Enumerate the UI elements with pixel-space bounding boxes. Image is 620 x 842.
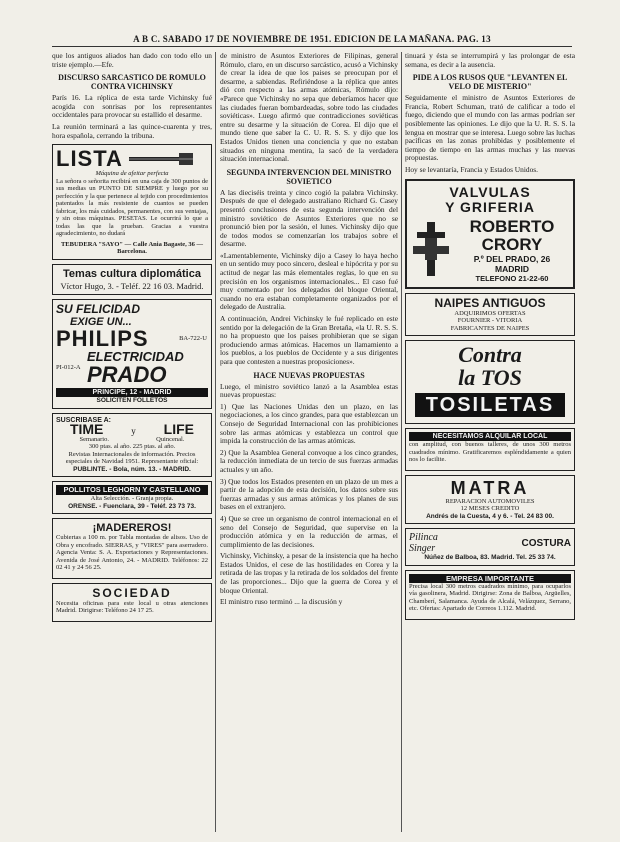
and-word: y	[131, 426, 136, 437]
costura-ad	[405, 528, 575, 566]
empresa-title: EMPRESA IMPORTANTE	[409, 574, 571, 583]
costura-address: Núñez de Balboa, 83. Madrid. Tel. 25 33 74.	[424, 554, 556, 562]
philips-line1: SU FELICIDAD	[56, 301, 140, 316]
life-title: LIFE	[163, 421, 195, 438]
article-text: tinuará y ésta se interrumpirá y las prolongar de esta semana, es decir a la ausencia.	[405, 52, 575, 69]
article-text: París 16. La réplica de esta tarde Vichinsky fué acogida con sonrisas por los representantes occidentales para provocar su estallido el desarme.	[52, 93, 212, 120]
article-text: A las dieciséis treinta y cinco cogió la palabra Vichinsky. Después de que el delegado australiano Richard G. Casey presentó conclusiones de esta segunda intervención del ministro soviético de Asuntos Exteriores que no se pronunció bien por la sesión, el lunes. Vichinsky dijo que de todos modos se comenzarían los trabajos sobre el desarme.	[220, 187, 398, 249]
prado-brand: PRADO	[87, 361, 167, 387]
subscribe-label: SUSCRIBASE A:	[56, 416, 111, 424]
madereros-ad	[52, 518, 212, 579]
article-headline: DISCURSO SARCASTICO DE ROMULO CONTRA VICHINSKY	[58, 73, 206, 92]
tosiletas-ad	[405, 340, 575, 424]
matra-ad	[405, 475, 575, 525]
philips-model-left: PI-012-A	[56, 363, 81, 371]
naipes-l1: ADQUIRIMOS OFERTAS	[454, 309, 526, 317]
subscribe-prices: 300 ptas. al año. 225 ptas. al año.	[88, 443, 176, 451]
valvulas-address: P.º DEL PRADO, 26	[473, 253, 551, 264]
column-separator	[401, 52, 402, 832]
empresa-text: Precisa local 300 metros cuadrados mínimo, para ocuparlos vía gasolinera, Madrid. Dirigirse: Zona de Balboa, Argüelles, Chamberí, Salamanca. Ayuda de Alcalá, Velázquez, Serrano, etc. Ofertas: Apartado de Correos 1.112. Madrid.	[409, 582, 571, 613]
article-text: que los antiguos aliados han dado con todo ello un triste ejemplo.—Efe.	[52, 52, 212, 69]
article-text: 3) Que todos los Estados presenten en un plazo de un mes a partir de la adopción de esta decisión, los datos sobre sus fuerzas armadas y sus armas atómicas y los planes de sus bases en el extranjero.	[220, 476, 398, 512]
sociedad-ad	[52, 583, 212, 622]
local-ad	[405, 428, 575, 471]
valvulas-tel: TELEFONO 21-22-60	[475, 273, 549, 283]
local-title: NECESITAMOS ALQUILAR LOCAL	[409, 432, 571, 441]
matra-l1: REPARACION AUTOMOVILES	[445, 497, 535, 505]
prado-folletos: SOLICITEN FOLLETOS	[96, 396, 168, 404]
valvulas-l1: VALVULAS	[449, 183, 531, 200]
naipes-title: NAIPES ANTIGUOS	[434, 295, 546, 310]
column-separator	[215, 52, 216, 832]
philips-line2: EXIGE UN...	[70, 315, 132, 328]
article-headline: PIDE A LOS RUSOS QUE "LEVANTEN EL VELO DE MISTERIO"	[412, 73, 568, 92]
tos-line1: Contra	[458, 342, 522, 368]
lista-tagline: Máquina de afeitar perfecta	[95, 170, 169, 178]
philips-brand: PHILIPS	[56, 325, 149, 351]
faucet-illustration	[411, 222, 451, 278]
pollitos-sub: Alta Selección. - Granja propia.	[90, 495, 174, 503]
article-text: Vichinsky, Vichinsky, a pesar de la insistencia que ha hecho Estados Unidos, el cese de las hostilidades en Corea y la retirada de las tropas y la retirada de los soldados del frente de las proporciones... Dijo que la guerra de Corea y el bloque Oriental.	[220, 551, 398, 595]
valvulas-ad	[405, 179, 575, 289]
philips-ad	[52, 299, 212, 409]
prado-elec: ELECTRICIDAD	[87, 348, 184, 364]
local-text: con amplitud, con buenos talleres, de unos 300 metros cuadrados mínimo. Gratificaremos espléndidamente a quien nos lo facilite.	[409, 441, 571, 464]
column-3	[405, 52, 575, 836]
subscription-ad	[52, 413, 212, 478]
article-text: Seguidamente el ministro de Asuntos Exteriores de Francia, Robert Schuman, trató de calificar a todo el fuego, diciendo que el mundo con las armas podrían ser posiblemente las opiniones. Le dijo que la U. R. S. S. la lengua en mostrar que se interesa. Luego sobre las luchas pacíficas en las zonas prohibidas y posiblemente el tiempo de tiempo en las armas muchas y las nuevas propuestas.	[405, 93, 575, 163]
subscribe-more: Revistas Internacionales de información. Precios especiales de Navidad 1951. Representante oficial:	[65, 450, 199, 466]
madereros-text: Cubiertas a 100 m. por Tabla montadas de alisos. Uso de Obra y encofrado. SIERRAS, y "VIRES" para aserradero. Agencia Venta: S. A. Exportaciones y Representaciones. Avenida de José Antonio, 24. - MADRID. Teléfonos: 22 02 41 y 24 56 25.	[56, 534, 208, 572]
philips-model-right: BA-722-U	[179, 334, 207, 342]
article-text: Hoy se levantaría, Francia y Estados Unidos.	[405, 164, 538, 174]
matra-l2: 12 MESES CREDITO	[460, 505, 520, 513]
madereros-title: ¡MADEREROS!	[92, 522, 172, 535]
costura-title: COSTURA	[521, 537, 571, 549]
valvulas-l2: Y GRIFERIA	[445, 198, 535, 215]
article-text: de ministro de Asuntos Exteriores de Filipinas, general Rómulo, claro, en un discurso sarcástico, acusó a Vichinsky de crear la idea de que los paises se preocupan por el desarme, a sabiendas. Refiriéndose a la réplica que antes dió con respecto a las armas atómicas, Rómulo dijo: «Parece que Vichinsky no sepa que deberíamos hacer que las ciudades fueran bombardeadas, sobre todo las ciudades soviéticas». Luego afirmó que contradicciones soviéticas entre su desarme y la situación de Corea. El dijo que el mundo tiene que saber la C. U. R. S. S. y dijo que los Estados Unidos tienen una conciencia y que no estaban situados en ninguna mentira, la sacó de la verdadera situación internacional.	[220, 52, 398, 164]
page-header: A B C. SABADO 17 DE NOVIEMBRE DE 1951. EDICION DE LA MAÑANA. PAG. 13	[52, 34, 572, 47]
temas-address: Víctor Hugo, 3. - Teléf. 22 16 03. Madrid.	[60, 280, 204, 291]
article-text: Luego, el ministro soviético lanzó a la Asamblea estas nuevas propuestas:	[220, 381, 398, 400]
lista-address: TEBUDERA "SAYO" — Calle Ania Bagaste, 36 — Barcelona.	[60, 240, 204, 256]
matra-address: Andrés de la Cuesta, 4 y 6. - Tel. 24 83 00.	[426, 512, 554, 520]
pollitos-ad	[52, 481, 212, 514]
lista-ad	[52, 144, 212, 260]
sociedad-text: Necesita oficinas para este local u otras atenciones Madrid. Dirigirse: Teléfono 24 17 25.	[56, 599, 208, 615]
article-headline: SEGUNDA INTERVENCION DEL MINISTRO SOVIETICO	[226, 167, 392, 186]
column-1	[52, 52, 212, 836]
tos-line2: la TOS	[458, 365, 522, 391]
valvulas-city: MADRID	[495, 263, 529, 274]
lista-text: La señora o señorita recibirá en una caja de 300 puntos de sus medias un PUNTO DE SIEMPRE y luego por su perfección y la que pertenece al tejido con procedimientos patentados la más resistente de cuantos se pueden fabricar, los más cuidados, permanentes, con sus ventajas, y sin otras máquinas. PESETAS. Le ocurrirá lo que a todas las que la prueban. Gracias a vuestra agradecimiento, no dudará	[56, 177, 208, 238]
matra-brand: MATRA	[450, 477, 530, 498]
article-text: El ministro ruso terminó ... la discusión y	[220, 597, 343, 607]
valvulas-brand2: CRORY	[481, 234, 543, 254]
temas-ad	[52, 264, 212, 295]
naipes-ad	[405, 293, 575, 337]
sociedad-title: SOCIEDAD	[92, 585, 172, 600]
lista-brand: LISTA	[56, 146, 123, 172]
razor-illustration	[127, 150, 197, 168]
article-text: 2) Que la Asamblea General convoque a los cinco grandes, la reducción inmediata de un tercio de sus fuerzas armadas actuales y un año.	[220, 447, 398, 474]
column-2	[220, 52, 398, 836]
article-text: «Lamentablemente, Vichinsky dijo a Casey lo haya hecho en un sentido muy poco sincero, desleal e hipócrita y por su actitud de negar las más elementales reglas, lo que en su precisión en los organismos internacionales... El caso fué muy comentado por los delegados del bloque Oriental, cuando no era estaban completamente organizados por el delegado de Australia.	[220, 250, 398, 312]
valvulas-brand: ROBERTO	[469, 216, 555, 236]
tos-brand: TOSILETAS	[415, 393, 565, 417]
pollitos-address: ORENSE. - Fuenclara, 39 - Teléf. 23 73 73.	[68, 502, 196, 510]
naipes-l3: FABRICANTES DE NAIPES	[450, 324, 530, 332]
article-text: A continuación, Andrei Vichinsky le fué replicado en este sentido por la delegación de la Gran Bretaña, «la U. R. S. S. no ha propuesto que los paises prohibieran que se sigan produciendo armas atómicas. Hacemos un llamamiento a los pueblos, a los pueblos de Occidente y a sus dirigentes para que contesten a nuestras proposiciones».	[220, 314, 398, 366]
naipes-l2: FOURNIER - VITORIA	[457, 317, 523, 325]
article-text: 1) Que las Naciones Unidas den un plazo, en las negociaciones, a los cinco grandes, para que establezcan un Consejo de Seguridad Internacional con las prohibiciones sobre las armas atómicas y establezca un control que impida la construcción de las armas atómicas.	[220, 401, 398, 446]
prado-address: PRINCIPE, 12 - MADRID	[56, 388, 208, 397]
time-frequency: Semanario.	[79, 435, 109, 443]
subscribe-address: PUBLINTE. - Bola, núm. 13. - MADRID.	[73, 465, 191, 473]
pollitos-title: POLLITOS LEGHORN Y CASTELLANO	[56, 485, 208, 495]
article-text: 4) Que se cree un organismo de control internacional en el seno del Consejo de Seguridad, que supervise en la producción atómica y en la reducción de armas, el cumplimiento de las decisiones.	[220, 513, 398, 549]
temas-title: Temas cultura diplomática	[63, 267, 201, 280]
article-headline: HACE NUEVAS PROPUESTAS	[253, 370, 365, 380]
life-frequency: Quincenal.	[156, 435, 185, 443]
empresa-ad	[405, 570, 575, 620]
article-text: La reunión terminará a las quince-cuarenta y tres, hora española, cerrando la tribuna.	[52, 121, 212, 140]
time-title: TIME	[69, 421, 104, 438]
costura-logo: Pilinca Singer	[409, 532, 438, 555]
